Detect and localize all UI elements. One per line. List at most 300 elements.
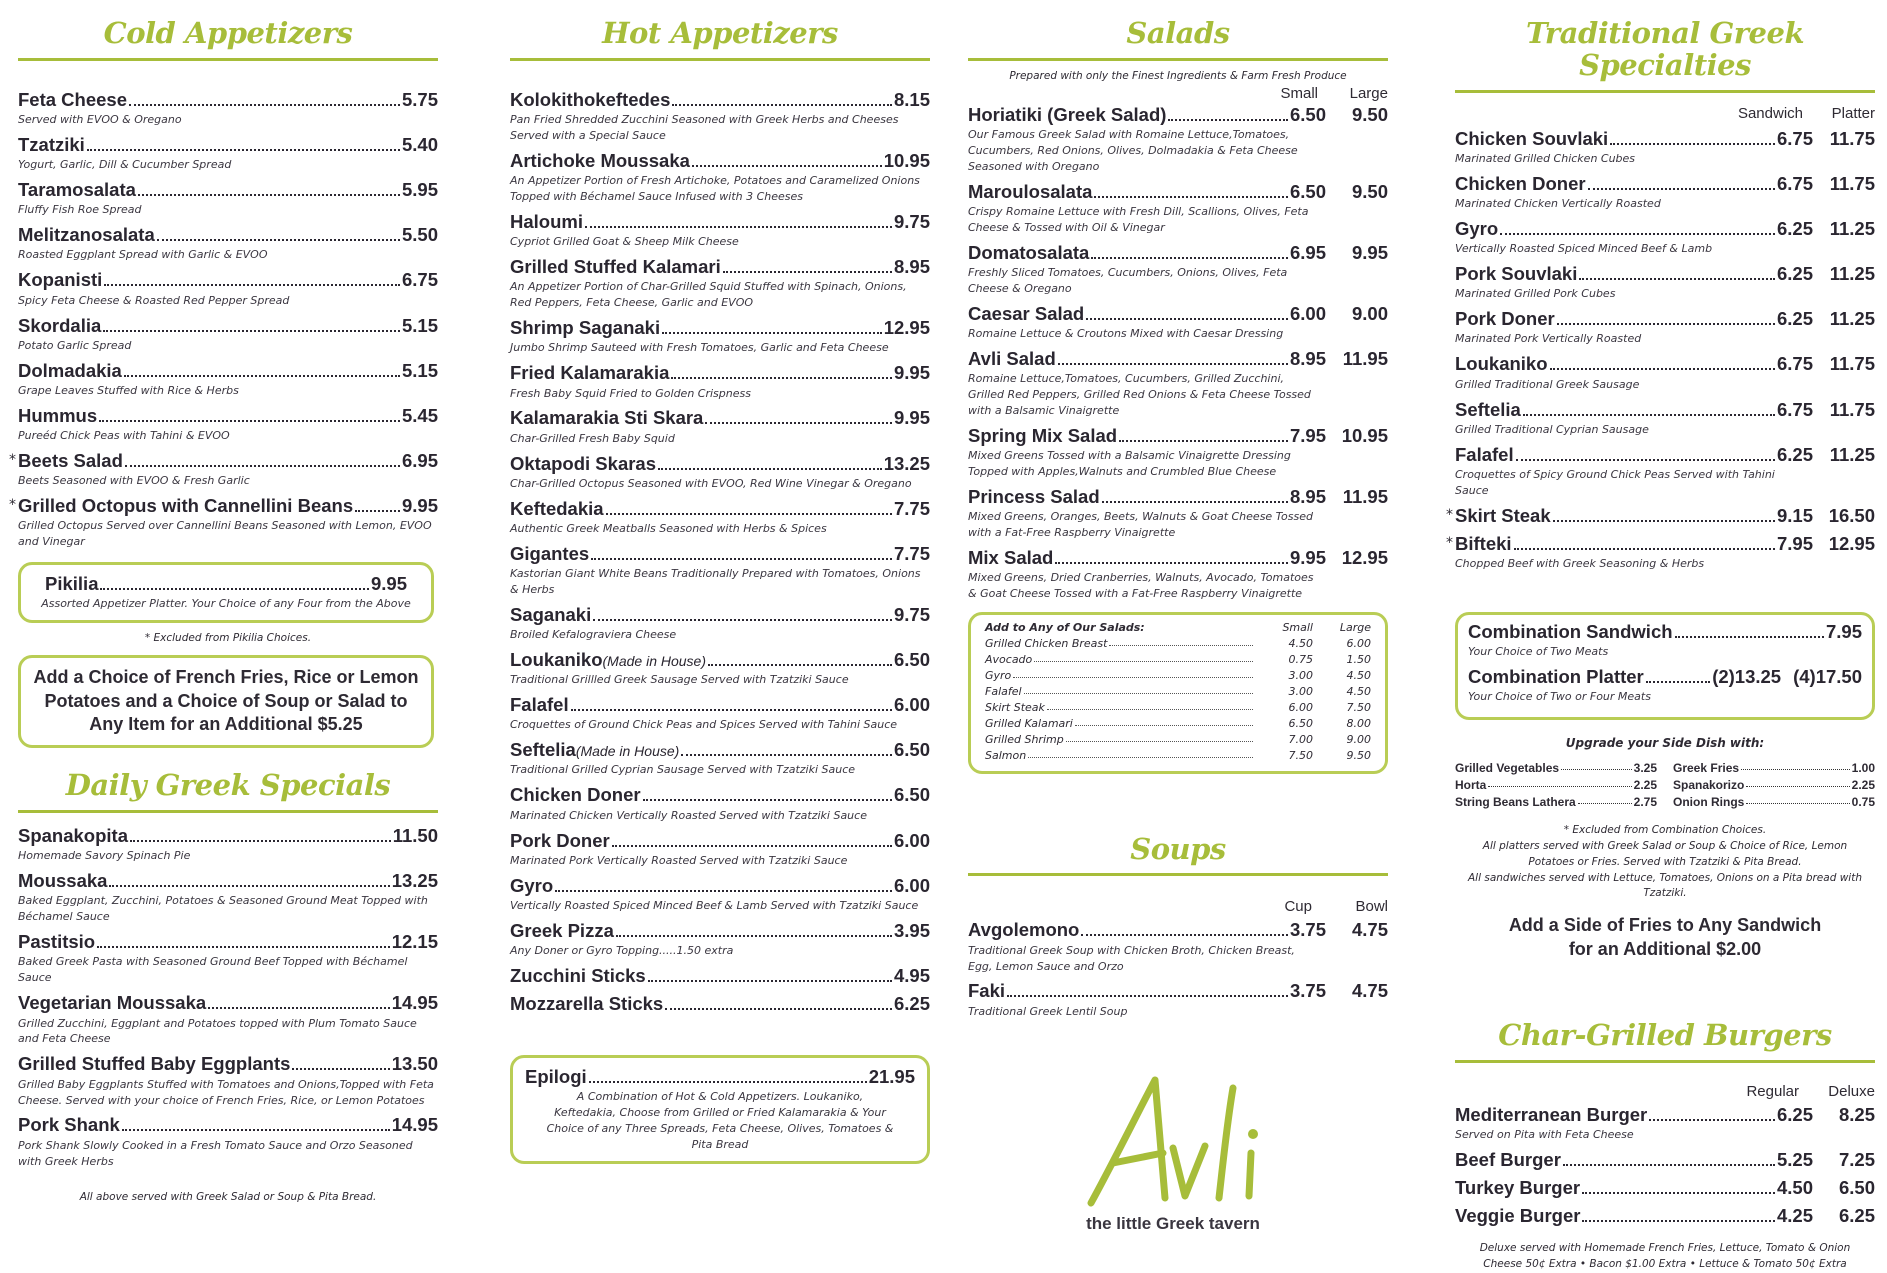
menu-item [968, 348, 1388, 419]
item-name: Horiatiki (Greek Salad) [968, 103, 1167, 125]
item-description: Baked Eggplant, Zucchini, Potatoes & Seasoned Ground Meat Topped with Béchamel Sauce [18, 894, 428, 924]
traditional-list [1446, 127, 1875, 572]
item-line [968, 486, 1388, 508]
leader-dots [1514, 538, 1775, 550]
menu-item [1455, 1149, 1875, 1171]
item-description: Pan Fried Shredded Zucchini Seasoned with Greek Herbs and Cheeses Served with a Special Sauce [510, 113, 899, 143]
item-name: Tzatziki [18, 134, 85, 156]
menu-item [1455, 1177, 1875, 1199]
item-name: Pork Doner [510, 829, 610, 851]
leader-dots [208, 997, 390, 1009]
salad-addons-title: Add to Any of Our Salads: [985, 621, 1145, 635]
item-price: 6.00 [893, 874, 930, 896]
item-price: 7.75 [893, 542, 930, 564]
menu-item [1455, 1205, 1875, 1227]
item-price-2: 9.00 [1351, 302, 1388, 324]
leader-dots [1646, 671, 1710, 683]
item-name: Beets Salad [18, 449, 123, 471]
item-note: (Made in House) [602, 653, 707, 670]
item-price-2: 11.25 [1829, 263, 1875, 285]
item-price-1: 3.75 [1289, 919, 1326, 941]
leader-dots [1102, 491, 1288, 503]
menu-item [510, 256, 930, 311]
item-line [1455, 1104, 1875, 1126]
item-price: 9.95 [401, 495, 438, 517]
menu-item [968, 547, 1388, 602]
item-name: Avgolemono [968, 919, 1080, 941]
menu-item [968, 181, 1388, 236]
menu-item [510, 649, 930, 688]
item-description: Served with EVOO & Oregano [18, 113, 182, 127]
leader-dots [1746, 794, 1849, 804]
section-title-daily-specials: Daily Greek Specials [65, 768, 391, 803]
leader-dots [1055, 552, 1288, 564]
item-name: Mix Salad [968, 547, 1054, 569]
item-price: 5.75 [401, 88, 438, 110]
item-line [1455, 128, 1875, 150]
menu-item [9, 449, 438, 489]
leader-dots [1516, 449, 1775, 461]
item-name: Hummus [18, 404, 98, 426]
leader-dots [585, 216, 892, 228]
addon-small-price: 6.00 [1288, 701, 1313, 715]
item-name: Kolokithokeftedes [510, 88, 671, 110]
item-description: Mixed Greens, Oranges, Beets, Walnuts & Goat Cheese Tossed with a Fat-Free Raspberry Vinaigrette [968, 510, 1313, 540]
combo-price-2: (4)17.50 [1793, 666, 1862, 688]
item-note: (Made in House) [575, 743, 680, 760]
item-line [968, 919, 1388, 941]
upgrade-price: 3.25 [1633, 761, 1657, 776]
leader-dots [1024, 684, 1253, 694]
item-description: Jumbo Shrimp Sauteed with Fresh Tomatoes, Garlic and Feta Cheese [510, 341, 889, 355]
combo-item [1468, 666, 1862, 705]
section-title-traditional: Traditional Greek Specialties [1525, 16, 1805, 82]
daily-specials-list [18, 825, 438, 1169]
item-price-1: 6.25 [1776, 443, 1813, 465]
item-name: Maroulosalata [968, 180, 1093, 202]
menu-item [510, 89, 930, 144]
item-line [18, 360, 438, 382]
addon-small-price: 3.00 [1288, 685, 1313, 699]
avli-logo-mark [1073, 1068, 1273, 1218]
leader-dots [138, 184, 400, 196]
leader-dots [593, 609, 892, 621]
item-price: 9.95 [893, 362, 930, 384]
col-regular: Regular [1746, 1082, 1799, 1100]
pikilia-desc: Assorted Appetizer Platter. Your Choice of any Four from the Above [41, 597, 411, 611]
platter-note: All platters served with Greek Salad or Soup & Choice of Rice, Lemon Potatoes or Fries. Served with Tzatziki & Pita Bread. [1482, 840, 1848, 868]
burger-column-headers [1455, 1083, 1875, 1100]
item-description: Traditional Greek Soup with Chicken Broth, Chicken Breast, Egg, Lemon Sauce and Orzo [968, 943, 1295, 973]
pikilia-box [18, 562, 434, 623]
col-large: Large [1339, 621, 1371, 635]
leader-dots [1563, 1154, 1775, 1166]
item-name: Gigantes [510, 542, 590, 564]
item-name: Faki [968, 980, 1006, 1002]
item-description: Traditional Grillled Greek Sausage Served with Tzatziki Sauce [510, 673, 849, 687]
menu-item [510, 830, 930, 869]
item-name: Taramosalata [18, 179, 136, 201]
item-description: Marinated Pork Vertically Roasted [1455, 332, 1642, 346]
leader-dots [681, 744, 892, 756]
epilogi-box [510, 1055, 930, 1164]
item-name: Haloumi [510, 211, 583, 233]
item-name: Shrimp Saganaki [510, 317, 661, 339]
leader-dots [129, 94, 400, 106]
menu-item [968, 104, 1388, 175]
menu-item [18, 825, 438, 864]
upgrade-price: 0.75 [1851, 795, 1875, 810]
item-description: Our Famous Greek Salad with Romaine Lettuce,Tomatoes, Cucumbers, Red Onions, Olives, Dolmadakia & Feta Cheese Seasoned with Oregano [968, 127, 1298, 173]
asterisk: * [1446, 534, 1453, 551]
combo-exclusion-note: * Excluded from Combination Choices. [1563, 824, 1767, 837]
item-line [1455, 1205, 1875, 1227]
salads-subtitle: Prepared with only the Finest Ingredients & Farm Fresh Produce [1009, 69, 1347, 82]
item-line [510, 362, 930, 384]
item-price: 6.95 [401, 449, 438, 471]
item-line [18, 1053, 438, 1075]
item-name: Pork Shank [18, 1114, 120, 1136]
item-price-1: 7.95 [1289, 424, 1326, 446]
item-description: Fresh Baby Squid Fried to Golden Crispness [510, 386, 751, 400]
item-description: Grilled Octopus Served over Cannellini Beans Seasoned with Lemon, EVOO and Vinegar [18, 519, 432, 549]
item-price-2: 11.75 [1829, 127, 1875, 149]
menu-item [1455, 444, 1875, 499]
item-description: Pureéd Chick Peas with Tahini & EVOO [18, 428, 230, 442]
column-hot-appetizers [510, 0, 930, 1234]
leader-dots [723, 261, 892, 273]
pikilia-line [33, 573, 419, 595]
leader-dots [589, 1071, 867, 1083]
item-line [510, 739, 930, 761]
upgrade-name: Greek Fries [1673, 761, 1740, 776]
divider [968, 873, 1388, 876]
item-price: 14.95 [391, 992, 438, 1014]
item-description: Freshly Sliced Tomatoes, Cucumbers, Onions, Olives, Feta Cheese & Oregano [968, 265, 1288, 295]
leader-dots [555, 880, 892, 892]
addon-small-price: 4.50 [1288, 637, 1313, 651]
item-line [510, 453, 930, 475]
item-name: Keftedakia [510, 497, 604, 519]
combination-list [1468, 621, 1862, 705]
upgrade-price: 1.00 [1851, 761, 1875, 776]
menu-item [968, 980, 1388, 1019]
leader-dots [1066, 732, 1253, 742]
addon-name-wrap [985, 684, 1255, 700]
combo-name: Combination Platter [1468, 666, 1644, 688]
item-description: Grape Leaves Stuffed with Rice & Herbs [18, 383, 239, 397]
item-price: 8.15 [893, 88, 930, 110]
addon-name-wrap [985, 700, 1255, 716]
menu-item [510, 543, 930, 598]
item-line [510, 543, 930, 565]
item-price-1: 6.25 [1776, 308, 1813, 330]
addon-name-wrap [985, 652, 1255, 668]
item-name: Zucchini Sticks [510, 964, 646, 986]
menu-item [18, 134, 438, 173]
item-price: 8.95 [893, 256, 930, 278]
leader-dots [1588, 178, 1775, 190]
item-price-1: 6.50 [1289, 103, 1326, 125]
leader-dots [1746, 777, 1849, 787]
menu-item [1446, 504, 1875, 527]
menu-item [968, 486, 1388, 541]
item-price: 7.75 [893, 497, 930, 519]
divider [1455, 90, 1875, 93]
combo-price: 7.95 [1825, 621, 1862, 643]
addon-small-price: 7.00 [1288, 733, 1313, 747]
addon-large-price: 4.50 [1346, 685, 1371, 699]
item-price: 11.50 [392, 825, 438, 847]
leader-dots [643, 789, 892, 801]
leader-dots [1091, 247, 1288, 259]
item-price: 5.40 [401, 134, 438, 156]
salad-addons-box [968, 612, 1388, 773]
menu-item [510, 211, 930, 250]
section-title-soups: Soups [1130, 831, 1226, 866]
pikilia-exclusion-note: * Excluded from Pikilia Choices. [144, 632, 312, 645]
item-description: Marinated Grilled Pork Cubes [1455, 287, 1616, 301]
upgrade-title: Upgrade your Side Dish with: [1565, 736, 1765, 751]
upgrade-name: Onion Rings [1673, 795, 1745, 810]
leader-dots [1028, 748, 1253, 758]
upgrade-name: Horta [1455, 778, 1487, 793]
item-price-1: 6.75 [1776, 353, 1813, 375]
item-name: Seftelia [510, 739, 576, 761]
item-price-2: 9.50 [1351, 103, 1388, 125]
logo-tagline: the little Greek tavern [1086, 1214, 1260, 1233]
menu-item [1455, 128, 1875, 167]
item-line [18, 1114, 438, 1136]
leader-dots [1557, 313, 1775, 325]
addon-name: Grilled Chicken Breast [985, 637, 1108, 651]
item-line [510, 784, 930, 806]
item-name: Moussaka [18, 870, 108, 892]
item-description: Marinated Chicken Vertically Roasted Served with Tzatziki Sauce [510, 808, 867, 822]
addon-row [985, 636, 1371, 652]
menu-item [18, 224, 438, 263]
item-description: Traditional Greek Lentil Soup [968, 1004, 1128, 1018]
leader-dots [292, 1058, 389, 1070]
item-line [1455, 1177, 1875, 1199]
item-line [510, 993, 930, 1015]
item-name: Greek Pizza [510, 919, 614, 941]
item-price-2: 11.75 [1829, 172, 1875, 194]
leader-dots [1550, 358, 1775, 370]
item-price-1: 6.25 [1776, 1103, 1813, 1125]
leader-dots [1649, 1109, 1775, 1121]
item-line [510, 150, 930, 172]
asterisk: * [9, 451, 16, 468]
leader-dots [1086, 308, 1288, 320]
item-price: 12.15 [391, 931, 438, 953]
item-price-2: 11.25 [1829, 218, 1875, 240]
item-name: Loukaniko [510, 649, 603, 671]
item-description: Grilled Traditional Cyprian Sausage [1455, 422, 1649, 436]
leader-dots [109, 875, 389, 887]
addon-large-price: 9.50 [1346, 749, 1371, 763]
item-price-2: 11.75 [1829, 353, 1875, 375]
item-line [968, 547, 1388, 569]
item-price-1: 6.75 [1776, 127, 1813, 149]
leader-dots [1109, 636, 1253, 646]
pikilia-price: 9.95 [370, 573, 407, 595]
leader-dots [87, 139, 400, 151]
item-price-2: 4.75 [1351, 919, 1388, 941]
item-price: 6.50 [893, 739, 930, 761]
item-price: 13.25 [391, 870, 438, 892]
item-price-2: 7.25 [1838, 1148, 1875, 1170]
item-name: Spanakopita [18, 825, 128, 847]
menu-item [510, 784, 930, 823]
soups-list [968, 919, 1388, 1019]
item-name: Melitzanosalata [18, 224, 155, 246]
item-line [1455, 308, 1875, 330]
item-name: Pastitsio [18, 931, 96, 953]
upgrade-name: String Beans Lathera [1455, 795, 1576, 810]
item-name: Pork Doner [1455, 308, 1555, 330]
item-line [1455, 444, 1875, 466]
item-name: Kalamarakia Sti Skara [510, 407, 704, 429]
item-price: 6.50 [893, 784, 930, 806]
item-line [1455, 399, 1875, 421]
menu-item [18, 315, 438, 354]
item-name: Kopanisti [18, 269, 103, 291]
leader-dots [571, 699, 892, 711]
item-price: 9.95 [893, 407, 930, 429]
leader-dots [1582, 1210, 1775, 1222]
upgrade-row [1455, 794, 1657, 811]
item-name: Feta Cheese [18, 88, 127, 110]
item-price: 12.95 [883, 317, 930, 339]
upgrade-row [1673, 777, 1875, 794]
item-name: Falafel [1455, 443, 1514, 465]
combo-description: Your Choice of Two or Four Meats [1468, 690, 1651, 704]
item-name: Spring Mix Salad [968, 424, 1118, 446]
epilogi-line [525, 1066, 915, 1088]
item-line [510, 89, 930, 111]
leader-dots [708, 654, 892, 666]
addon-name: Salmon [985, 749, 1027, 763]
item-name: Veggie Burger [1455, 1205, 1581, 1227]
leader-dots [1119, 430, 1288, 442]
leader-dots [1579, 268, 1775, 280]
item-price-1: 6.95 [1289, 241, 1326, 263]
item-name: Fried Kalamarakia [510, 362, 670, 384]
item-line [18, 89, 438, 111]
col-cup: Cup [1284, 898, 1312, 916]
addon-name: Gyro [985, 669, 1012, 683]
combo-price: (2)13.25 [1712, 666, 1782, 688]
item-price-2: 11.25 [1829, 308, 1875, 330]
column-traditional-specialties [1446, 0, 1875, 1270]
combo-name: Combination Sandwich [1468, 621, 1673, 643]
hot-appetizers-list [510, 89, 930, 1015]
leader-dots [104, 274, 400, 286]
item-line [18, 495, 438, 517]
item-price-1: 5.25 [1776, 1148, 1813, 1170]
leader-dots [124, 365, 400, 377]
leader-dots [648, 970, 892, 982]
upgrade-row [1673, 760, 1875, 777]
leader-dots [130, 830, 391, 842]
item-description: Potato Garlic Spread [18, 338, 132, 352]
item-name: Chicken Doner [510, 784, 641, 806]
item-price: 6.00 [893, 829, 930, 851]
item-description: Kastorian Giant White Beans Traditionally Prepared with Tomatoes, Onions & Herbs [510, 567, 921, 596]
menu-item [1455, 399, 1875, 438]
item-name: Artichoke Moussaka [510, 149, 690, 171]
item-name: Beef Burger [1455, 1148, 1561, 1170]
item-line [1455, 263, 1875, 285]
addon-name: Avocado [985, 653, 1033, 667]
item-price: 5.45 [401, 404, 438, 426]
col-large: Large [1349, 84, 1388, 102]
item-price-1: 4.50 [1776, 1176, 1813, 1198]
item-description: Cypriot Grilled Goat & Sheep Milk Cheese [510, 235, 739, 249]
item-price: 4.95 [893, 964, 930, 986]
item-line [510, 649, 930, 671]
item-description: Served on Pita with Feta Cheese [1455, 1127, 1634, 1141]
leader-dots [1013, 668, 1253, 678]
addon-name: Skirt Steak [985, 701, 1045, 715]
item-line [968, 348, 1388, 370]
item-name: Vegetarian Moussaka [18, 992, 207, 1014]
leader-dots [1075, 716, 1253, 726]
item-description: Chopped Beef with Greek Seasoning & Herbs [1455, 557, 1705, 571]
menu-item [968, 303, 1388, 342]
combo-item [1468, 621, 1862, 660]
addon-name: Falafel [985, 685, 1022, 699]
menu-item [510, 694, 930, 733]
leader-dots [1741, 760, 1850, 770]
menu-item [510, 150, 930, 205]
menu-item [18, 269, 438, 308]
item-price: 5.95 [401, 179, 438, 201]
item-description: Croquettes of Spicy Ground Chick Peas Served with Tahini Sauce [1455, 467, 1775, 497]
item-line [510, 498, 930, 520]
salads-column-headers [968, 85, 1388, 102]
item-description: Homemade Savory Spinach Pie [18, 849, 191, 863]
item-line [510, 211, 930, 233]
leader-dots [1168, 109, 1288, 121]
addon-row [985, 652, 1371, 668]
item-name: Grilled Stuffed Baby Eggplants [18, 1053, 291, 1075]
leader-dots [1578, 794, 1632, 804]
item-price-1: 8.95 [1289, 347, 1326, 369]
salad-addons-rows [985, 636, 1371, 764]
asterisk: * [9, 497, 16, 514]
item-line [510, 604, 930, 626]
menu-item [968, 242, 1388, 297]
item-description: Romaine Lettuce & Croutons Mixed with Caesar Dressing [968, 326, 1284, 340]
addon-name-wrap [985, 732, 1255, 748]
item-price-2: 12.95 [1828, 532, 1875, 554]
item-name: Pork Souvlaki [1455, 263, 1578, 285]
addon-small-price: 7.50 [1288, 749, 1313, 763]
menu-item [1455, 1104, 1875, 1143]
menu-item [968, 425, 1388, 480]
addon-large-price: 9.00 [1346, 733, 1371, 747]
leader-dots [1047, 700, 1253, 710]
menu-item [1455, 173, 1875, 212]
item-description: Spicy Feta Cheese & Roasted Red Pepper Spread [18, 293, 290, 307]
leader-dots [665, 998, 892, 1010]
item-line [18, 269, 438, 291]
menu-item [510, 920, 930, 959]
item-price-1: 6.75 [1776, 172, 1813, 194]
menu-item [18, 931, 438, 986]
